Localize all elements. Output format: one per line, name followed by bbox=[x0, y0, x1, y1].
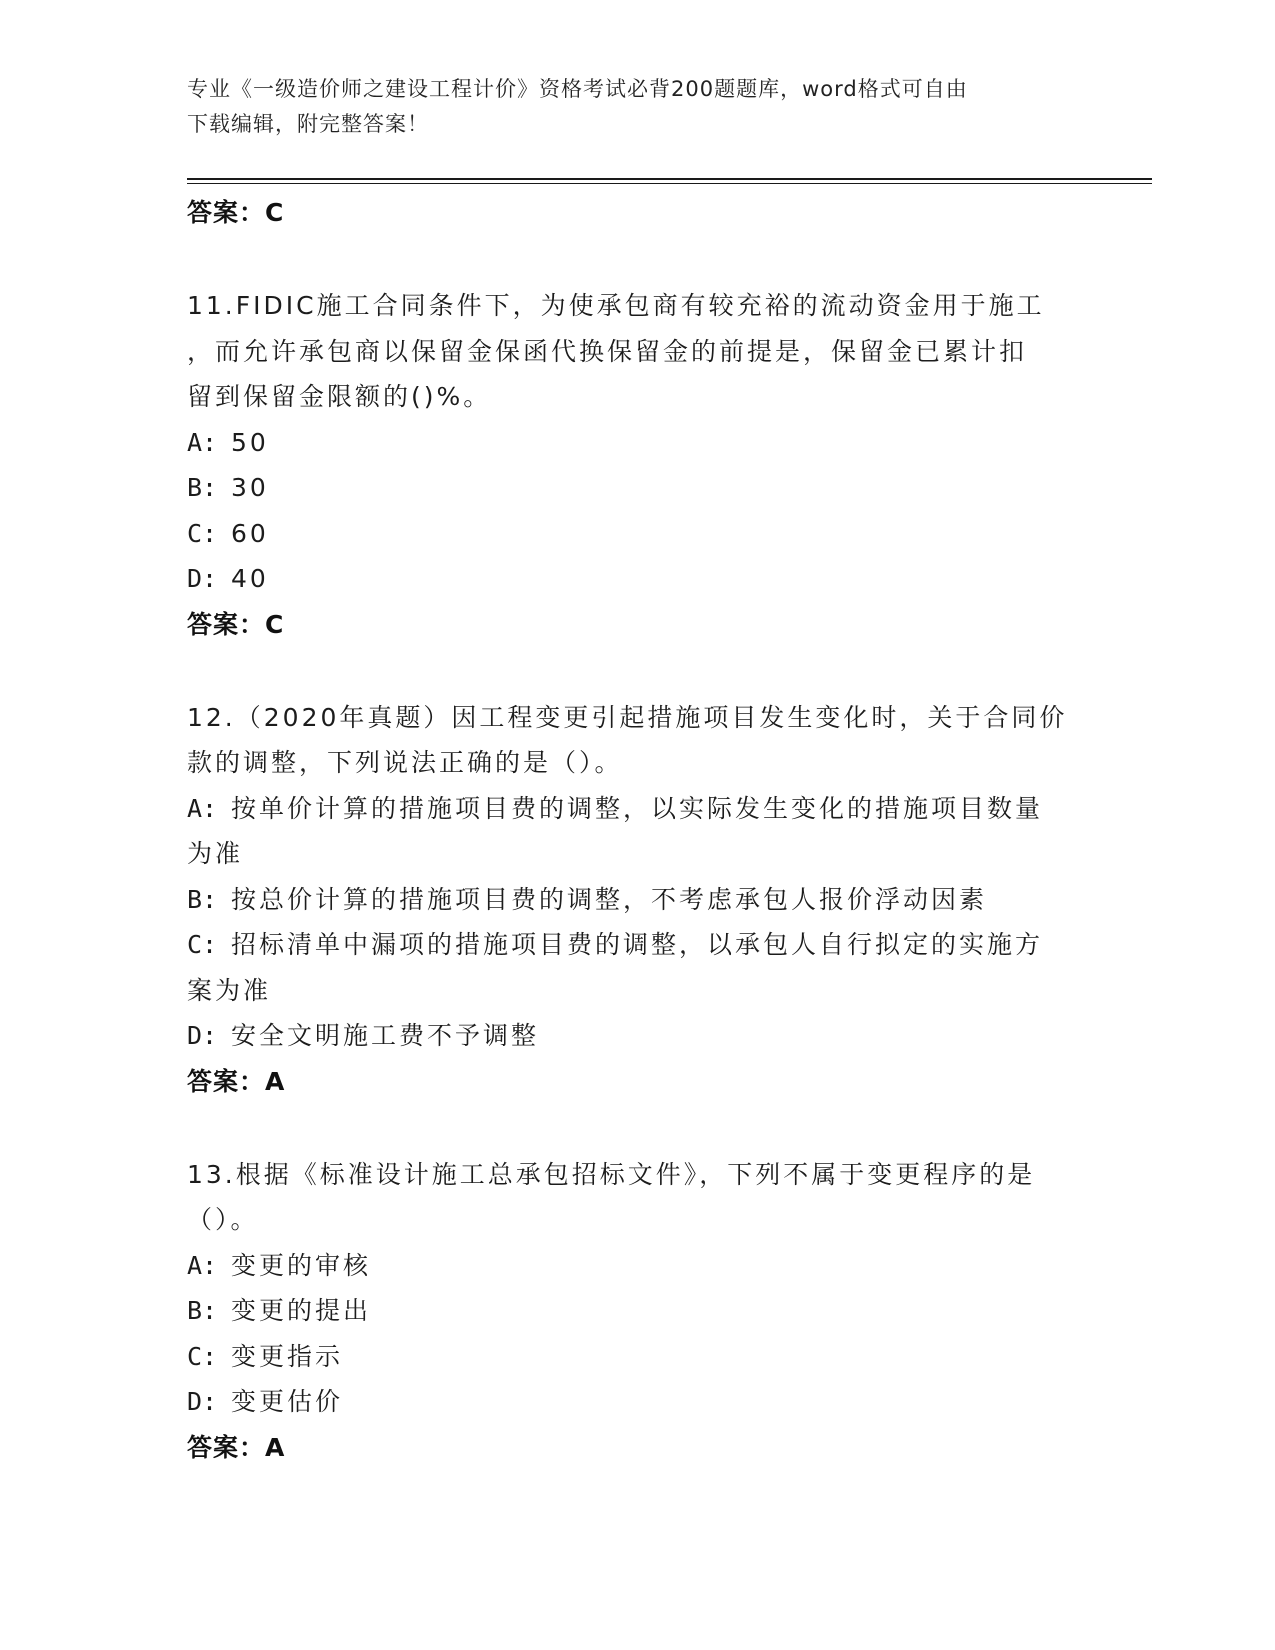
question-line: 13.根据《标准设计施工总承包招标文件》，下列不属于变更程序的是 bbox=[187, 1159, 1036, 1189]
header-line-2: 下载编辑，附完整答案！ bbox=[187, 112, 429, 136]
question-line: 留到保留金限额的()%。 bbox=[187, 382, 492, 411]
question-block bbox=[187, 283, 1107, 647]
option-text: 招标清单中漏项的措施项目费的调整，以承包人自行拟定的实施方 bbox=[231, 930, 1044, 959]
option-letter: A: bbox=[187, 793, 218, 823]
option-letter: B: bbox=[187, 473, 218, 502]
option-text: 按单价计算的措施项目费的调整，以实际发生变化的措施项目数量 bbox=[231, 793, 1044, 823]
question-line: 11.FIDIC施工合同条件下，为使承包商有较充裕的流动资金用于施工 bbox=[187, 291, 1045, 320]
option-b bbox=[187, 465, 1107, 511]
option-text: 40 bbox=[231, 564, 269, 593]
question-text bbox=[187, 283, 1107, 420]
question-text bbox=[187, 1152, 1107, 1243]
option-letter: D: bbox=[187, 1387, 218, 1416]
question-block bbox=[187, 695, 1107, 1104]
option-text: 按总价计算的措施项目费的调整，不考虑承包人报价浮动因素 bbox=[231, 884, 988, 914]
option-c bbox=[187, 922, 1107, 1013]
option-d bbox=[187, 556, 1107, 602]
question-text bbox=[187, 695, 1107, 786]
document-header bbox=[187, 72, 1087, 142]
previous-answer: 答案：C bbox=[187, 198, 285, 227]
option-text-continued: 为准 bbox=[187, 839, 244, 868]
option-text: 30 bbox=[231, 473, 269, 502]
option-letter: C: bbox=[187, 930, 218, 959]
option-text: 变更的提出 bbox=[231, 1296, 372, 1325]
option-a bbox=[187, 1243, 1107, 1289]
option-b bbox=[187, 1288, 1107, 1334]
option-text: 安全文明施工费不予调整 bbox=[231, 1021, 540, 1050]
header-line-1: 专业《一级造价师之建设工程计价》资格考试必背200题题库，word格式可自由 bbox=[187, 77, 968, 101]
question-block bbox=[187, 1152, 1107, 1470]
option-letter: A: bbox=[187, 427, 218, 457]
option-c bbox=[187, 511, 1107, 557]
option-letter: A: bbox=[187, 1250, 218, 1280]
option-letter: D: bbox=[187, 564, 218, 593]
option-text: 变更估价 bbox=[231, 1387, 344, 1416]
option-text: 60 bbox=[231, 518, 269, 548]
option-text-continued: 案为准 bbox=[187, 975, 272, 1005]
option-letter: C: bbox=[187, 518, 218, 548]
question-list bbox=[187, 190, 1107, 1470]
option-b bbox=[187, 877, 1107, 923]
header-divider-thin bbox=[187, 183, 1152, 184]
answer-line: 答案：A bbox=[187, 1432, 286, 1462]
header-divider-thick bbox=[187, 178, 1152, 180]
option-d bbox=[187, 1013, 1107, 1059]
option-letter: B: bbox=[187, 884, 218, 914]
option-d bbox=[187, 1379, 1107, 1425]
option-text: 变更指示 bbox=[231, 1341, 344, 1371]
option-text: 变更的审核 bbox=[231, 1250, 372, 1280]
question-line: 款的调整，下列说法正确的是（）。 bbox=[187, 748, 623, 777]
option-c bbox=[187, 1334, 1107, 1380]
question-line: （）。 bbox=[187, 1205, 259, 1234]
question-line: 12.（2020年真题）因工程变更引起措施项目发生变化时，关于合同价 bbox=[187, 702, 1068, 732]
option-letter: D: bbox=[187, 1021, 218, 1050]
option-letter: C: bbox=[187, 1341, 218, 1371]
answer-line: 答案：C bbox=[187, 609, 285, 639]
question-line: ，而允许承包商以保留金保函代换保留金的前提是，保留金已累计扣 bbox=[187, 336, 1028, 366]
option-text: 50 bbox=[231, 427, 269, 457]
option-letter: B: bbox=[187, 1296, 218, 1325]
answer-line: 答案：A bbox=[187, 1066, 286, 1096]
option-a bbox=[187, 420, 1107, 466]
option-a bbox=[187, 786, 1107, 877]
